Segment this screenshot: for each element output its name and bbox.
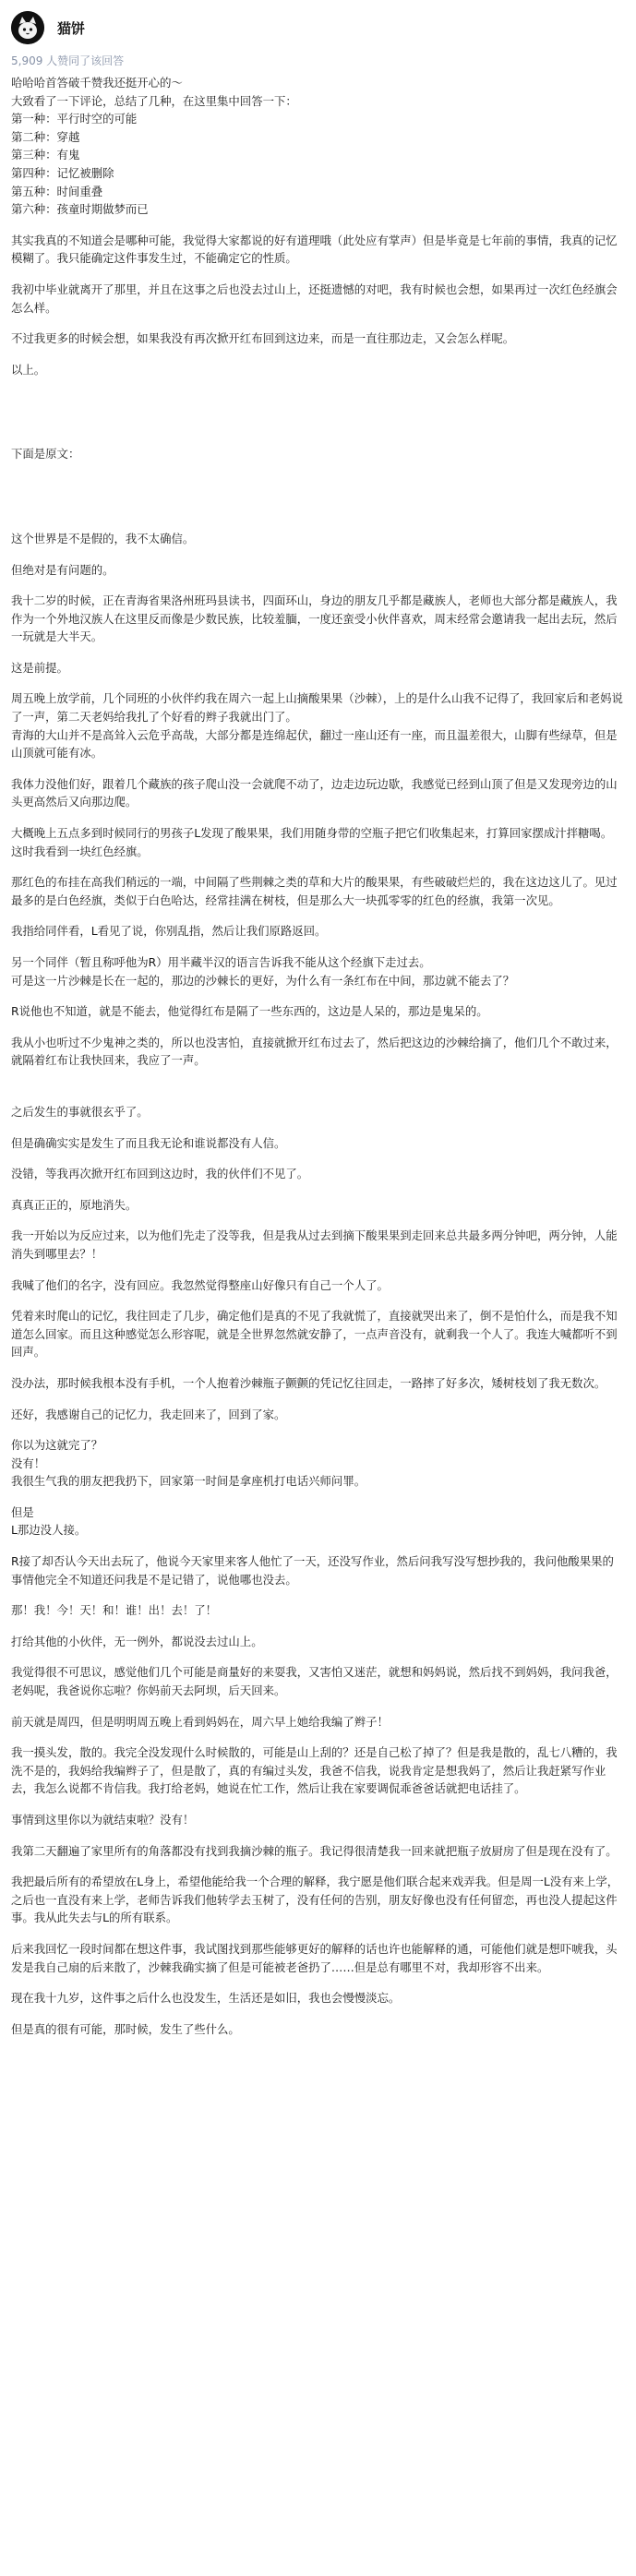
note-paragraph: 不过我更多的时候会想，如果我没有再次掀开红布回到这边来，而是一直往那边走，又会怎么样呢。	[11, 331, 515, 346]
story-paragraph: 这时我看到一块红色经旗。	[11, 844, 149, 858]
intro-line: 第五种：时间重叠	[11, 184, 103, 198]
story-paragraph: 这个世界是不是假的，我不太确信。	[11, 531, 195, 545]
story-paragraph: 青海的大山并不是高耸入云危乎高哉，大部分都是连绵起伏，翻过一座山还有一座，而且温差很大，山脚有些绿草，但是山顶就可能有冰。	[11, 727, 618, 761]
story-paragraph: 我喊了他们的名字，没有回应。我忽然觉得整座山好像只有自己一个人了。	[11, 1277, 389, 1292]
story-paragraph: 我把最后所有的希望放在L身上，希望他能给我一个合理的解释，我宁愿是他们联合起来戏弄我。但是周一L没有来上学，之后也一直没有来上学，老师告诉我们他转学去玉树了，没有任何的告别，朋友好像也没有任何留恋，再也没人提起这件事。我从此失去与L的所有联系。	[11, 1875, 619, 1925]
author-row	[11, 9, 625, 46]
story-paragraph: 你以为这就完了？	[11, 1438, 103, 1453]
story-paragraph: 我指给同伴看，L看见了说，你别乱指，然后让我们原路返回。	[11, 924, 327, 939]
story-paragraph: 没错，等我再次掀开红布回到这边时，我的伙伴们不见了。	[11, 1167, 309, 1181]
intro-line: 第三种：有鬼	[11, 148, 80, 162]
story-paragraph: 这是前提。	[11, 660, 68, 675]
upvote-count: 5,909 人赞同了该回答	[11, 54, 125, 67]
intro-section	[11, 74, 625, 219]
story-paragraph: 我很生气我的朋友把我扔下，回家第一时间是拿座机打电话兴师问罪。	[11, 1474, 366, 1489]
story-paragraph: 后来我回忆一段时间都在想这件事，我试图找到那些能够更好的解释的话也许也能解释的通，可能他们就是想吓唬我，头发是我自己扇的后来散了，沙棘我确实摘了但是可能被老爸扔了……但是总有哪里不对，我却形容不出来。	[11, 1941, 618, 1974]
cat-avatar-icon[interactable]	[11, 11, 44, 44]
intro-line: 哈哈哈首答破千赞我还挺开心的～	[11, 76, 183, 90]
story-paragraph: 我从小也听过不少鬼神之类的，所以也没害怕，直接就掀开红布过去了，然后把这边的沙棘给摘了，他们几个不敢过来，就隔着红布让我快回来，我应了一声。	[11, 1035, 618, 1068]
story-paragraph: L那边没人接。	[11, 1523, 87, 1538]
note-paragraph: 我初中毕业就离开了那里，并且在这事之后也没去过山上，还挺遗憾的对吧，我有时候也会想，如果再过一次红色经旗会怎么样。	[11, 282, 618, 315]
intro-line: 第六种：孩童时期做梦而已	[11, 202, 149, 217]
note-paragraph: 以上。	[11, 362, 46, 377]
story-paragraph: 打给其他的小伙伴，无一例外，都说没去过山上。	[11, 1634, 263, 1648]
story-paragraph: 周五晚上放学前，几个同班的小伙伴约我在周六一起上山摘酸果果（沙棘），上的是什么山我不记得了，我回家后和老妈说了一声，第二天老妈给我扎了个好看的辫子我就出门了。	[11, 691, 623, 725]
story-paragraph: 我觉得很不可思议，感觉他们几个可能是商量好的来耍我，又害怕又迷茫，就想和妈妈说，然后找不到妈妈，我问我爸，老妈呢，我爸说你忘啦？你妈前天去阿坝，后天回来。	[11, 1665, 618, 1698]
note-paragraph: 其实我真的不知道会是哪种可能，我觉得大家都说的好有道理哦（此处应有掌声）但是毕竟是七年前的事情，我真的记忆模糊了。我只能确定这件事发生过，不能确定它的性质。	[11, 233, 618, 266]
intro-line: 第一种：平行时空的可能	[11, 112, 138, 126]
story-paragraph: 我体力没他们好，跟着几个藏族的孩子爬山没一会就爬不动了，边走边玩边歇，我感觉已经到山顶了但是又发现旁边的山头更高然后又向那边爬。	[11, 776, 618, 809]
story-paragraph: 现在我十九岁，这件事之后什么也没发生，生活还是如旧，我也会慢慢淡忘。	[11, 1991, 401, 2006]
story-paragraph: 没办法，那时候我根本没有手机，一个人抱着沙棘瓶子颤颤的凭记忆往回走，一路摔了好多次，矮树枝划了我无数次。	[11, 1375, 606, 1390]
intro-line: 第二种：穿越	[11, 129, 80, 144]
story-paragraph: 我一开始以为反应过来，以为他们先走了没等我，但是我从过去到摘下酸果果到走回来总共最多两分钟吧，两分钟，人能消失到哪里去？！	[11, 1228, 618, 1261]
story-paragraph: 我十二岁的时候，正在青海省果洛州班玛县读书，四面环山，身边的朋友几乎都是藏族人，老师也大部分都是藏族人，我作为一个外地汉族人在这里反而像是少数民族，比较羞腼，一度还蛮受小伙伴喜欢，周末经常会邀请我一起出去玩，然后一玩就是大半天。	[11, 593, 618, 644]
story-paragraph: R接了却否认今天出去玩了，他说今天家里来客人他忙了一天，还没写作业，然后问我写没写想抄我的，我问他酸果果的事情他完全不知道还问我是不是记错了，说他哪也没去。	[11, 1554, 614, 1587]
answer-content	[11, 74, 625, 2038]
author-name[interactable]: 猫饼	[57, 19, 86, 37]
story-paragraph: 大概晚上五点多到时候同行的男孩子L发现了酸果果，我们用随身带的空瓶子把它们收集起来，打算回家摆成汁拌糖喝。	[11, 826, 613, 841]
original-label: 下面是原文：	[11, 447, 80, 461]
intro-line: 第四种：记忆被删除	[11, 165, 114, 180]
story-paragraph: 真真正正的，原地消失。	[11, 1197, 138, 1212]
story-paragraph: R说他也不知道，就是不能去，他觉得红布是隔了一些东西的，这边是人呆的，那边是鬼呆的。	[11, 1004, 488, 1019]
story-paragraph: 另一个同伴（暂且称呼他为R）用半藏半汉的语言告诉我不能从这个经旗下走过去。	[11, 955, 431, 969]
story-paragraph: 我一摸头发，散的。我完全没发现什么时候散的，可能是山上刮的？还是自己松了掉了？但是我是散的，乱七八糟的，我洗不是的，我妈给我编辫子了，但是散了，真的有编过头发，我爸不信我，说我肯定是想我妈了，然后让我赶紧写作业去，我怎么说都不肯信我。我打给老妈，她说在忙工作，然后让我在家要调侃乖爸爸话就把电话挂了。	[11, 1745, 618, 1796]
story-paragraph: 还好，我感谢自己的记忆力，我走回来了，回到了家。	[11, 1407, 286, 1421]
story-paragraph: 但是	[11, 1504, 34, 1519]
story-paragraph: 前天就是周四，但是明明周五晚上看到妈妈在，周六早上她给我编了辫子！	[11, 1714, 389, 1729]
story-paragraph: 之后发生的事就很玄乎了。	[11, 1104, 149, 1119]
story-paragraph: 凭着来时爬山的记忆，我往回走了几步，确定他们是真的不见了我就慌了，直接就哭出来了，倒不是怕什么，而是我不知道怎么回家。而且这种感觉怎么形容呢，就是全世界忽然就安静了，一点声音没有，就剩我一个人了。我连大喊都听不到回声。	[11, 1309, 618, 1360]
story-paragraph: 事情到这里你以为就结束啦？没有！	[11, 1813, 195, 1827]
story-paragraph: 没有！	[11, 1456, 46, 1470]
story-paragraph: 但是真的很有可能，那时候，发生了些什么。	[11, 2021, 240, 2036]
story-paragraph: 那！我！今！天！和！谁！出！去！了！	[11, 1603, 218, 1618]
story-paragraph: 可是这一片沙棘是长在一起的，那边的沙棘长的更好，为什么有一条红布在中间，那边就不能去了？	[11, 973, 515, 988]
story-paragraph: 我第二天翻遍了家里所有的角落都没有找到我摘沙棘的瓶子。我记得很清楚我一回来就把瓶子放厨房了但是现在没有了。	[11, 1843, 618, 1858]
story-paragraph: 但绝对是有问题的。	[11, 562, 114, 577]
story-paragraph: 那红色的布挂在高我们稍远的一端，中间隔了些荆棘之类的草和大片的酸果果，有些破破烂烂的，我在这边这儿了。见过最多的是白色经旗，类似于白色哈达，经常挂满在树枝，但是那么大一块孤零零的红色的经旗，我第一次见。	[11, 875, 618, 907]
intro-line: 大致看了一下评论，总结了几种，在这里集中回答一下：	[11, 93, 297, 108]
story-paragraph: 但是确确实实是发生了而且我无论和谁说都没有人信。	[11, 1135, 286, 1150]
